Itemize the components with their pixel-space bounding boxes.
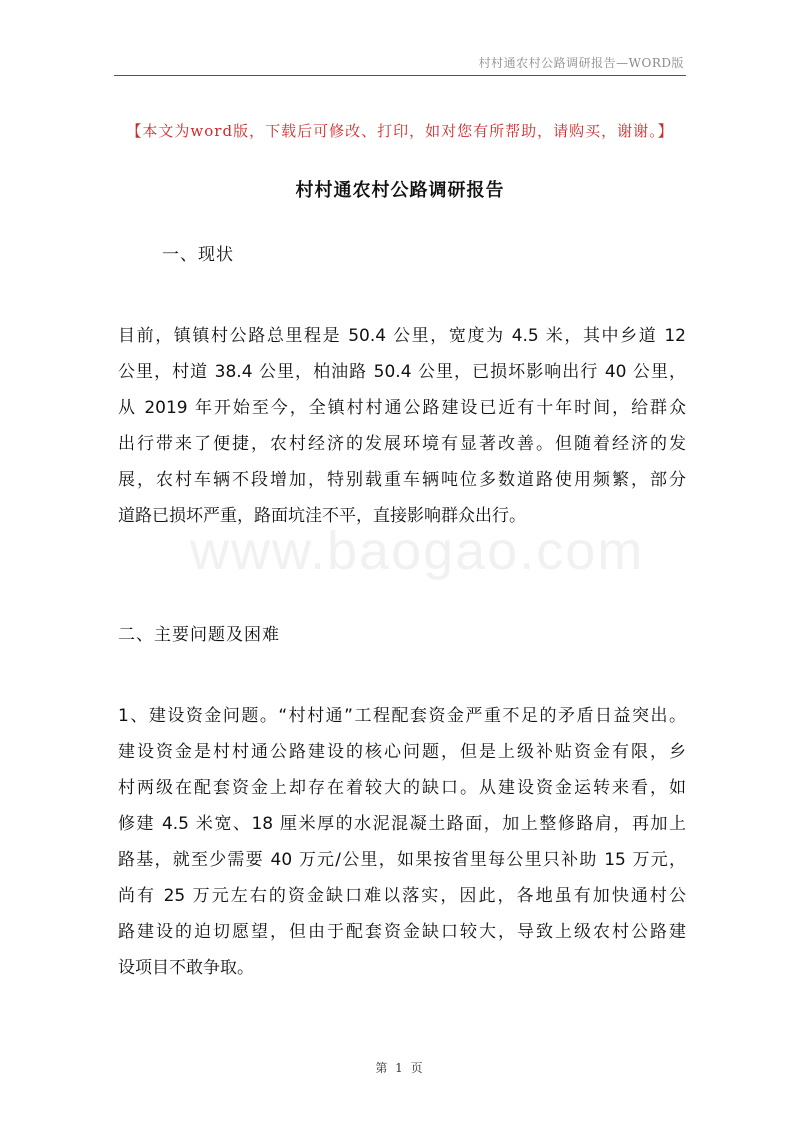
paragraph-line: 展，农村车辆不段增加，特别载重车辆吨位多数道路使用频繁，部分 bbox=[118, 470, 686, 490]
section-heading-status: 一、现状 bbox=[162, 245, 234, 265]
paragraph-line: 设项目不敢争取。 bbox=[118, 958, 254, 978]
page-number: 第 1 页 bbox=[375, 1061, 425, 1075]
problems-paragraph bbox=[118, 698, 686, 986]
purchase-notice: 【本文为word版，下载后可修改、打印，如对您有所帮助，请购买，谢谢。】 bbox=[126, 122, 674, 140]
document-title: 村村通农村公路调研报告 bbox=[295, 180, 505, 201]
paragraph-line: 出行带来了便捷，农村经济的发展环境有显著改善。但随着经济的发 bbox=[118, 434, 686, 454]
paragraph-line: 目前，镇镇村公路总里程是 50.4 公里，宽度为 4.5 米，其中乡道 12 bbox=[118, 326, 686, 346]
status-paragraph bbox=[118, 318, 686, 534]
paragraph-line: 修建 4.5 米宽、18 厘米厚的水泥混凝土路面，加上整修路肩，再加上 bbox=[118, 814, 686, 834]
header-divider bbox=[114, 75, 686, 76]
paragraph-line: 公里，村道 38.4 公里，柏油路 50.4 公里，已损坏影响出行 40 公里， bbox=[118, 362, 686, 382]
paragraph-line: 路基，就至少需要 40 万元/公里，如果按省里每公里只补助 15 万元， bbox=[118, 850, 686, 870]
paragraph-line: 路建设的迫切愿望，但由于配套资金缺口较大，导致上级农村公路建 bbox=[118, 922, 686, 942]
running-header: 村村通农村公路调研报告—WORD版 bbox=[478, 56, 684, 70]
watermark: www.baogao.com bbox=[190, 521, 645, 581]
paragraph-line: 1、建设资金问题。“村村通”工程配套资金严重不足的矛盾日益突出。 bbox=[118, 706, 686, 726]
section-heading-problems: 二、主要问题及困难 bbox=[118, 625, 280, 645]
paragraph-line: 道路已损坏严重，路面坑洼不平，直接影响群众出行。 bbox=[118, 506, 526, 526]
paragraph-line: 从 2019 年开始至今，全镇村村通公路建设已近有十年时间，给群众 bbox=[118, 398, 686, 418]
paragraph-line: 建设资金是村村通公路建设的核心问题，但是上级补贴资金有限，乡 bbox=[118, 742, 686, 762]
paragraph-line: 村两级在配套资金上却存在着较大的缺口。从建设资金运转来看，如 bbox=[118, 778, 686, 798]
paragraph-line: 尚有 25 万元左右的资金缺口难以落实，因此，各地虽有加快通村公 bbox=[118, 886, 686, 906]
